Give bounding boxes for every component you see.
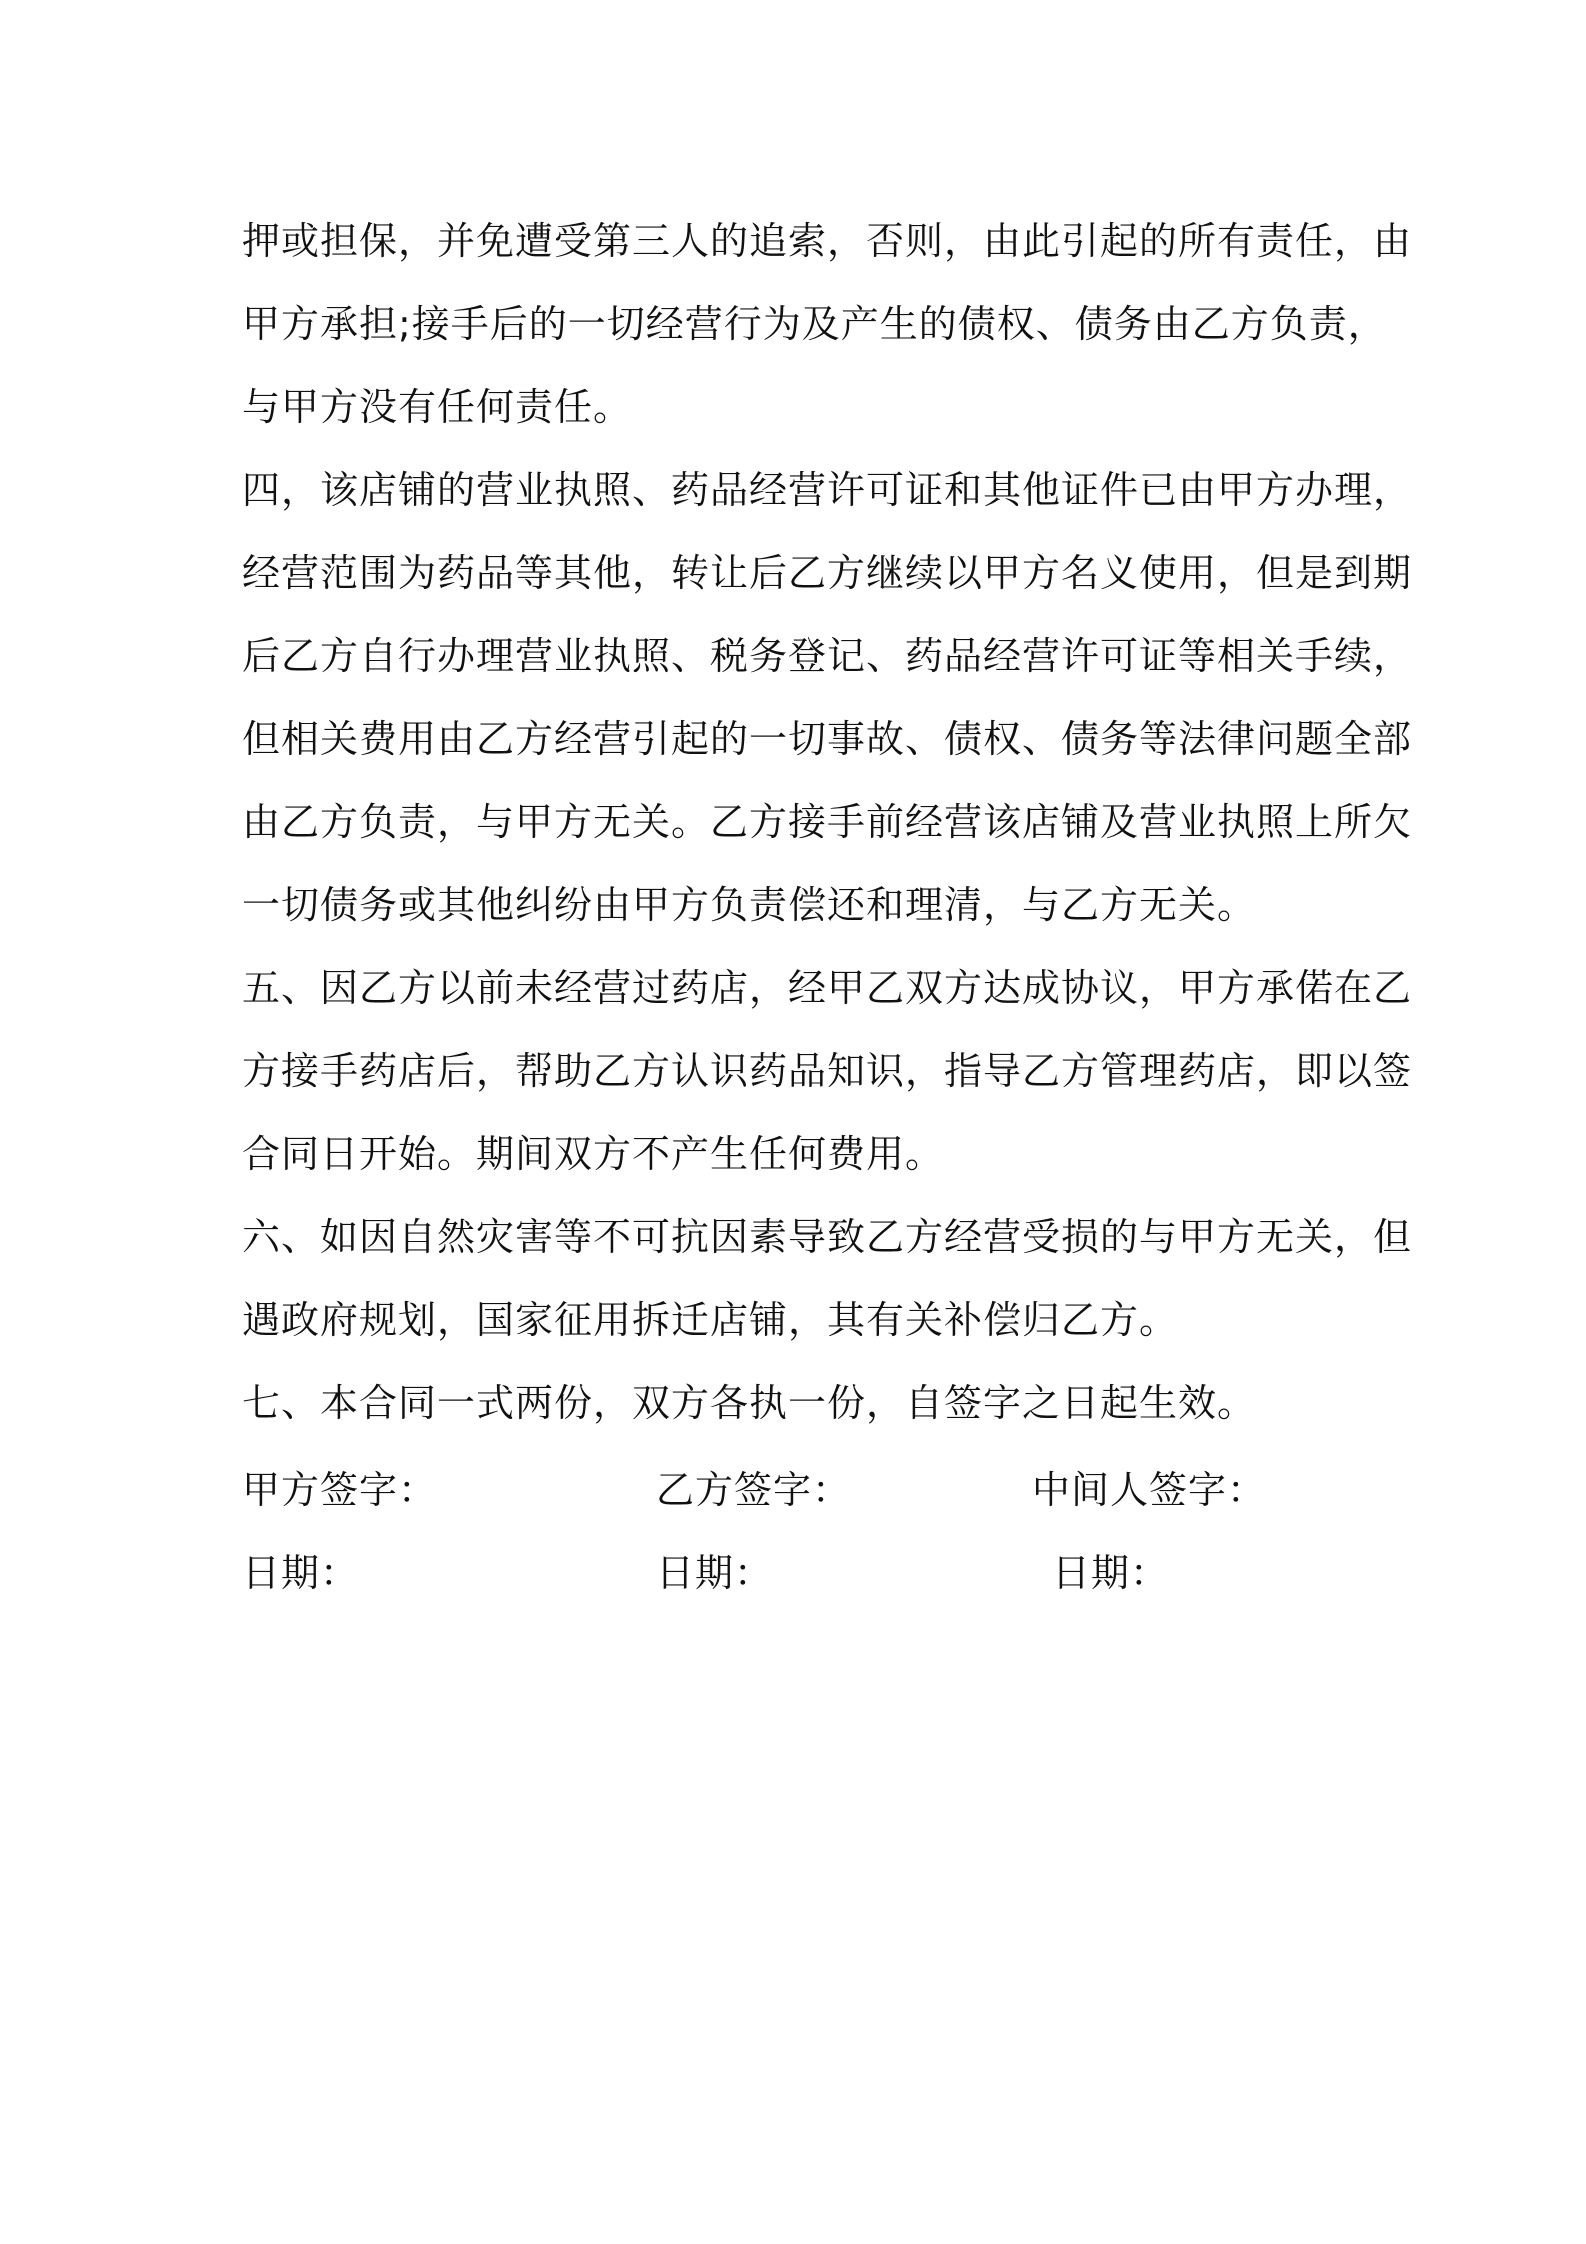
text-line: 遇政府规划，国家征用拆迁店铺，其有关补偿归乙方。 (242, 1298, 1179, 1342)
text-line: 后乙方自行办理营业执照、税务登记、药品经营许可证等相关手续， (242, 634, 1413, 678)
party-a-signature-label: 甲方签字： (242, 1468, 438, 1512)
middleman-date-label: 日期： (1052, 1551, 1170, 1595)
contract-body (242, 200, 1413, 1445)
text-line: 经营范围为药品等其他，转让后乙方继续以甲方名义使用，但是到期 (242, 551, 1413, 595)
party-b-signature-label: 乙方签字： (656, 1468, 852, 1512)
text-line: 押或担保，并免遭受第三人的追索，否则，由此引起的所有责任，由 (242, 219, 1413, 263)
text-line: 与甲方没有任何责任。 (242, 385, 633, 429)
middleman-signature-label: 中间人签字： (1032, 1468, 1267, 1512)
text-line: 方接手药店后，帮助乙方认识药品知识，指导乙方管理药店，即以签 (242, 1049, 1413, 1093)
date-row (0, 1532, 1586, 1615)
text-line: 甲方承担;接手后的一切经营行为及产生的债权、债务由乙方负责， (242, 302, 1387, 346)
text-line: 合同日开始。期间双方不产生任何费用。 (242, 1132, 945, 1176)
text-line: 由乙方负责，与甲方无关。乙方接手前经营该店铺及营业执照上所欠 (242, 800, 1413, 844)
text-line: 六、如因自然灾害等不可抗因素导致乙方经营受损的与甲方无关，但 (242, 1215, 1413, 1259)
text-line: 七、本合同一式两份，双方各执一份，自签字之日起生效。 (242, 1381, 1257, 1425)
text-line: 一切债务或其他纠纷由甲方负责偿还和理清，与乙方无关。 (242, 883, 1257, 927)
text-line: 四，该店铺的营业执照、药品经营许可证和其他证件已由甲方办理， (242, 468, 1413, 512)
party-a-date-label: 日期： (242, 1551, 360, 1595)
text-line: 但相关费用由乙方经营引起的一切事故、债权、债务等法律问题全部 (242, 717, 1413, 761)
text-line: 五、因乙方以前未经营过药店，经甲乙双方达成协议，甲方承偌在乙 (242, 966, 1413, 1010)
signature-row (0, 1449, 1586, 1532)
party-b-date-label: 日期： (656, 1551, 774, 1595)
